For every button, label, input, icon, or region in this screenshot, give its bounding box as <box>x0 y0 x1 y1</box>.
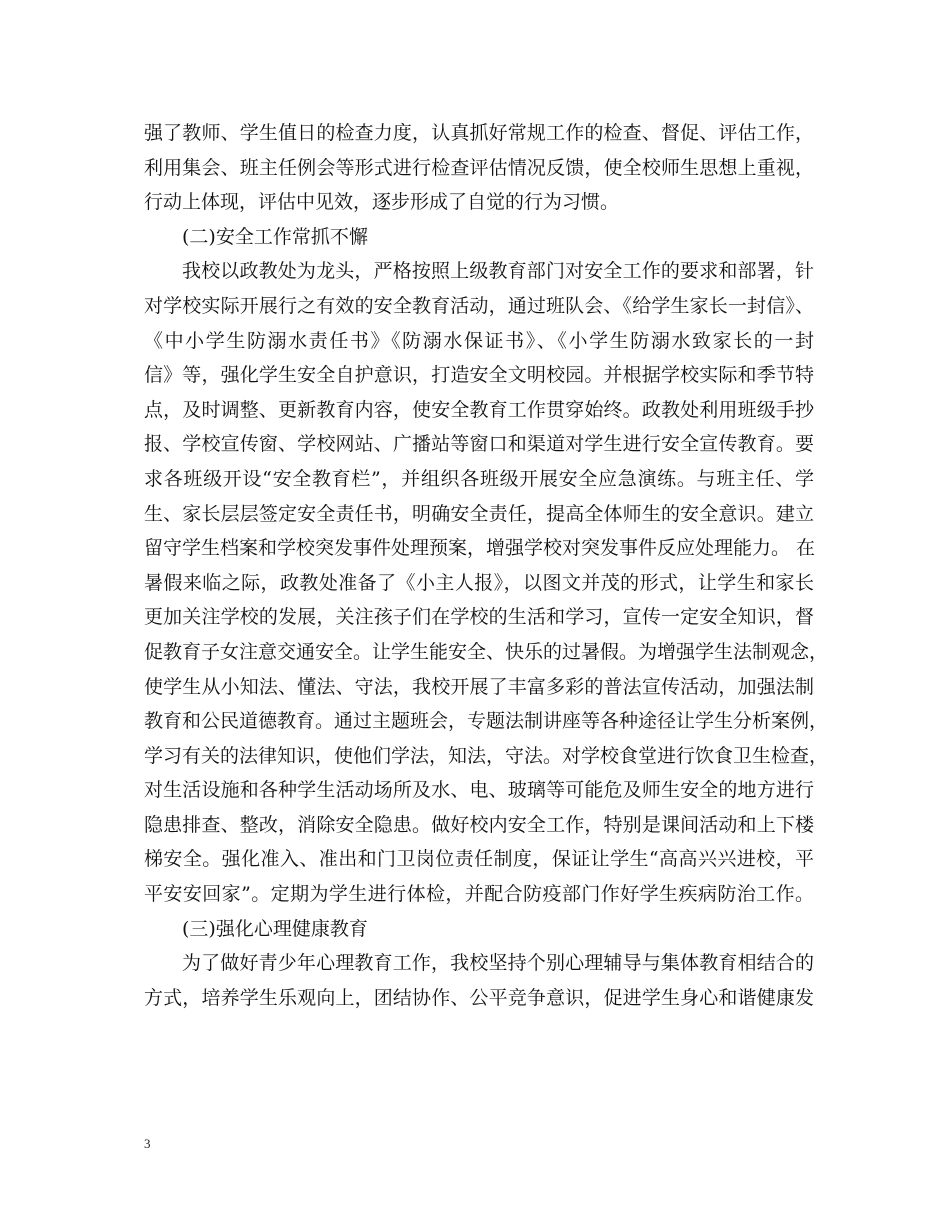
text-line: 隐患排查、整改，消除安全隐患。做好校内安全工作，特别是课间活动和上下楼 <box>144 813 814 836</box>
text-line: 学习有关的法律知识，使他们学法，知法，守法。对学校食堂进行饮食卫生检查， <box>144 744 829 767</box>
text-line: 信》等，强化学生安全自护意识，打造安全文明校园。并根据学校实际和季节特 <box>144 364 814 387</box>
text-line: 我校以政教处为龙头，严格按照上级教育部门对安全工作的要求和部署，针 <box>182 260 814 283</box>
text-line: 强了教师、学生值日的检查力度，认真抓好常规工作的检查、督促、评估工作， <box>144 122 814 144</box>
text-line: 促教育子女注意交通安全。让学生能安全、快乐的过暑假。为增强学生法制观念， <box>144 640 829 663</box>
text-line: (二)安全工作常抓不懈 <box>182 225 368 248</box>
text-line: 使学生从小知法、懂法、守法，我校开展了丰富多彩的普法宣传活动，加强法制 <box>144 675 814 698</box>
text-line: (三)强化心理健康教育 <box>182 917 368 940</box>
body-text <box>144 116 829 1015</box>
text-line: 为了做好青少年心理教育工作，我校坚持个别心理辅导与集体教育相结合的 <box>182 952 814 975</box>
page-number: 3 <box>144 1136 151 1151</box>
text-line: 行动上体现，评估中见效，逐步形成了自觉的行为习惯。 <box>144 191 620 214</box>
text-line: 暑假来临之际，政教处准备了《小主人报》，以图文并茂的形式，让学生和家长 <box>144 571 814 594</box>
text-line: 更加关注学校的发展，关注孩子们在学校的生活和学习，宣传一定安全知识，督 <box>144 606 814 629</box>
text-line: 留守学生档案和学校突发事件处理预案，增强学校对突发事件反应处理能力。 在 <box>144 537 816 560</box>
text-line: 对学校实际开展行之有效的安全教育活动，通过班队会、《给学生家长一封信》、 <box>144 294 814 317</box>
text-line: 生、家长层层签定安全责任书，明确安全责任，提高全体师生的安全意识。建立 <box>144 502 814 525</box>
text-line: 平安安回家”。定期为学生进行体检，并配合防疫部门作好学生疾病防治工作。 <box>144 883 814 906</box>
text-line: 报、学校宣传窗、学校网站、广播站等窗口和渠道对学生进行安全宣传教育。要 <box>144 433 814 456</box>
text-line: 点，及时调整、更新教育内容，使安全教育工作贯穿始终。政教处利用班级手抄 <box>144 398 814 421</box>
text-line: 《中小学生防溺水责任书》《防溺水保证书》、《小学生防溺水致家长的一封 <box>144 329 814 352</box>
text-line: 梯安全。强化准入、准出和门卫岗位责任制度，保证让学生“高高兴兴进校，平 <box>144 848 814 871</box>
text-line: 对生活设施和各种学生活动场所及水、电、玻璃等可能危及师生安全的地方进行 <box>144 779 814 802</box>
text-line: 教育和公民道德教育。通过主题班会，专题法制讲座等各种途径让学生分析案例， <box>144 710 829 733</box>
text-line: 求各班级开设“安全教育栏”，并组织各班级开展安全应急演练。与班主任、学 <box>144 467 814 490</box>
text-line: 方式，培养学生乐观向上，团结协作、公平竞争意识，促进学生身心和谐健康发 <box>144 986 814 1009</box>
text-line: 利用集会、班主任例会等形式进行检查评估情况反馈，使全校师生思想上重视， <box>144 156 814 179</box>
